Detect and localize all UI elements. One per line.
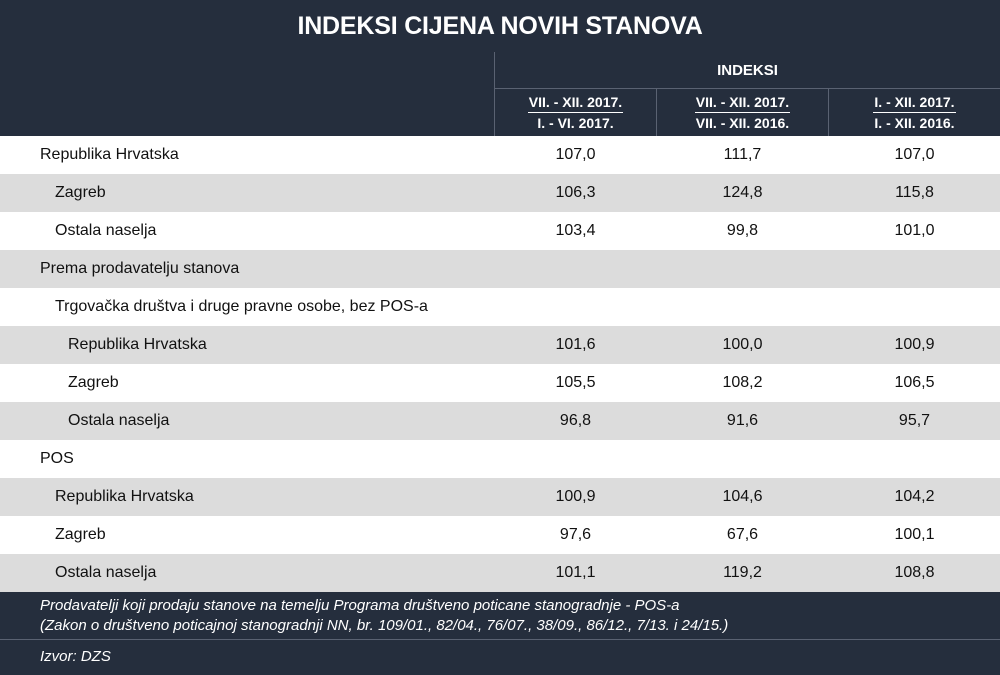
- row-value-col1: 106,3: [555, 184, 596, 201]
- table-row: [0, 364, 1000, 402]
- row-value-col1: 100,9: [555, 488, 596, 505]
- row-value-col2: [657, 288, 828, 326]
- row-label: Ostala naselja: [55, 222, 157, 239]
- row-value-col1: 105,5: [555, 374, 596, 391]
- row-value-col2: 91,6: [726, 412, 759, 429]
- row-value-col3: 100,9: [894, 336, 935, 353]
- row-value-col3: 95,7: [898, 412, 931, 429]
- row-label: Ostala naselja: [55, 564, 157, 581]
- row-value-col1: 103,4: [555, 222, 596, 239]
- row-label: Republika Hrvatska: [40, 146, 179, 163]
- row-value-col2: [657, 250, 828, 288]
- table-header: [0, 52, 1000, 136]
- row-label: Trgovačka društva i druge pravne osobe, bez POS-a: [55, 298, 428, 315]
- row-value-col2: 104,6: [722, 488, 763, 505]
- table-row: [0, 174, 1000, 212]
- source-note: Izvor: DZS: [40, 648, 111, 665]
- row-value-col3: [829, 440, 1000, 478]
- table-row: [0, 402, 1000, 440]
- header-column-2-line1: VII. - XII. 2017.: [695, 92, 790, 113]
- row-value-col3: [829, 250, 1000, 288]
- row-value-col2: [657, 440, 828, 478]
- row-value-col3: 100,1: [894, 526, 935, 543]
- header-column-1: [495, 89, 657, 136]
- row-value-col2: 100,0: [722, 336, 763, 353]
- footnote-line2: (Zakon o društveno poticajnoj stanogradnji NN, br. 109/01., 82/04., 76/07., 38/09., 86/12., 7/13. i 24/15.): [40, 617, 729, 634]
- table-row: [0, 478, 1000, 516]
- table-row: [0, 516, 1000, 554]
- header-column-3-line2: I. - XII. 2016.: [874, 115, 955, 131]
- row-value-col2: 124,8: [722, 184, 763, 201]
- row-value-col1: 107,0: [555, 146, 596, 163]
- table-row: [0, 136, 1000, 174]
- row-value-col2: 119,2: [723, 564, 762, 581]
- footnote: [40, 596, 728, 636]
- row-value-col3: 101,0: [894, 222, 935, 239]
- row-value-col3: 115,8: [895, 184, 934, 201]
- table-row-subsection: [0, 288, 1000, 326]
- row-label: POS: [40, 450, 74, 467]
- table-row-section: [0, 250, 1000, 288]
- table-row: [0, 212, 1000, 250]
- header-column-1-line2: I. - VI. 2017.: [537, 115, 614, 131]
- header-column-1-line1: VII. - XII. 2017.: [528, 92, 623, 113]
- row-label: Republika Hrvatska: [68, 336, 207, 353]
- table-title-bar: [0, 0, 1000, 53]
- row-value-col1: [495, 288, 656, 326]
- table-footer: [0, 592, 1000, 675]
- row-value-col3: 108,8: [894, 564, 935, 581]
- table-row: [0, 326, 1000, 364]
- row-label: Ostala naselja: [68, 412, 170, 429]
- header-column-3-line1: I. - XII. 2017.: [873, 92, 955, 113]
- row-value-col3: 104,2: [894, 488, 935, 505]
- row-label: Republika Hrvatska: [55, 488, 194, 505]
- row-value-col1: 101,6: [555, 336, 596, 353]
- row-value-col1: [495, 440, 656, 478]
- header-column-2: [657, 89, 829, 136]
- table-row: [0, 554, 1000, 592]
- header-column-3: [829, 89, 1000, 136]
- row-value-col2: 99,8: [726, 222, 759, 239]
- footnote-line1: Prodavatelji koji prodaju stanove na temelju Programa društveno poticane stanogradnje - POS-a: [40, 597, 680, 614]
- header-label-cell: [0, 52, 495, 136]
- row-value-col2: 108,2: [722, 374, 763, 391]
- row-value-col1: 97,6: [559, 526, 592, 543]
- row-value-col3: 106,5: [894, 374, 935, 391]
- row-value-col2: 67,6: [726, 526, 759, 543]
- table-title: INDEKSI CIJENA NOVIH STANOVA: [297, 11, 703, 40]
- table-body: [0, 136, 1000, 592]
- row-value-col1: 96,8: [559, 412, 592, 429]
- row-value-col3: 107,0: [894, 146, 935, 163]
- row-value-col1: [495, 250, 656, 288]
- table-row-section: [0, 440, 1000, 478]
- header-group-indeksi: INDEKSI: [495, 52, 1000, 89]
- row-value-col3: [829, 288, 1000, 326]
- row-label: Zagreb: [68, 374, 119, 391]
- row-label: Zagreb: [55, 184, 106, 201]
- row-label: Zagreb: [55, 526, 106, 543]
- row-value-col2: 111,7: [723, 146, 762, 163]
- row-label: Prema prodavatelju stanova: [40, 260, 240, 277]
- footer-divider: [0, 639, 1000, 640]
- header-column-2-line2: VII. - XII. 2016.: [695, 115, 790, 131]
- row-value-col1: 101,1: [555, 564, 596, 581]
